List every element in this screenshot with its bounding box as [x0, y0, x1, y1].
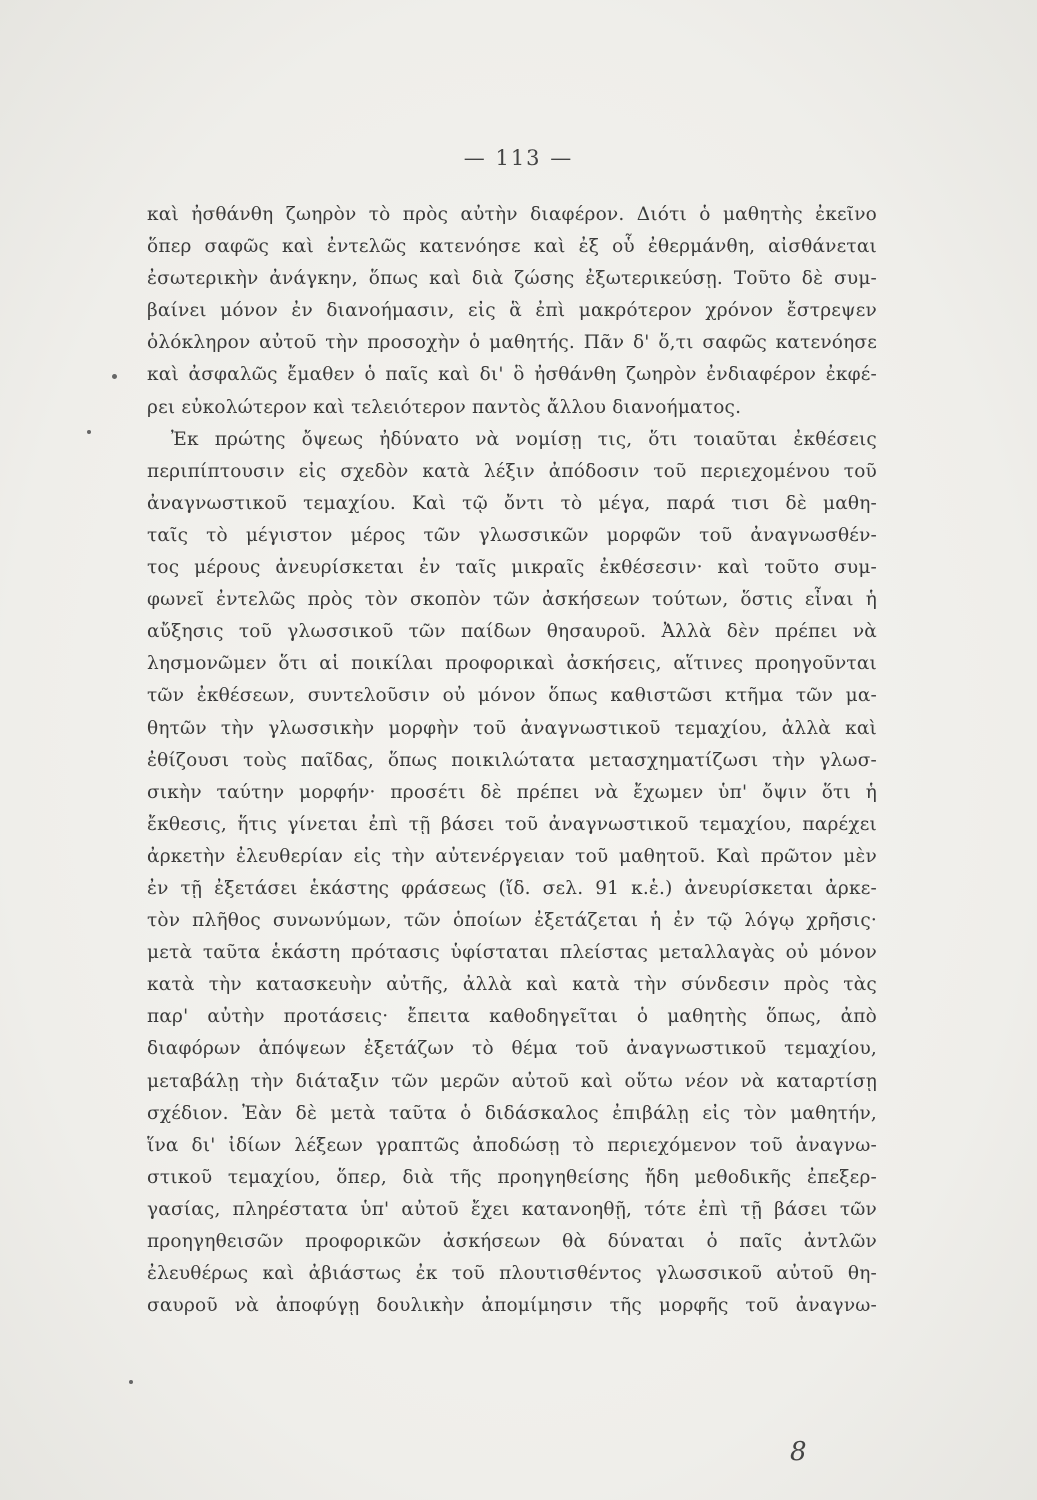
text-line: ὅπερ σαφῶς καὶ ἐντελῶς κατενόησε καὶ ἐξ οὗ ἐθερμάνθη, αἰσθάνεται — [147, 236, 877, 258]
text-line: κατὰ τὴν κατασκευὴν αὐτῆς, ἀλλὰ καὶ κατὰ τὴν σύνδεσιν πρὸς τὰς — [147, 974, 877, 996]
text-line: καὶ ἠσθάνθη ζωηρὸν τὸ πρὸς αὐτὴν διαφέρον. Διότι ὁ μαθητὴς ἐκεῖνο — [147, 204, 877, 225]
text-line: τος μέρους ἀνευρίσκεται ἐν ταῖς μικραῖς ἐκθέσεσιν· καὶ τοῦτο συμ- — [147, 557, 877, 579]
text-line: ὁλόκληρον αὐτοῦ τὴν προσοχὴν ὁ μαθητής. Πᾶν δ' ὅ,τι σαφῶς κατενόησε — [147, 332, 877, 354]
text-line: τὸν πλῆθος συνωνύμων, τῶν ὁποίων ἐξετάζεται ἡ ἐν τῷ λόγῳ χρῆσις· — [147, 910, 877, 932]
paper-speck — [87, 430, 91, 434]
text-line: θητῶν τὴν γλωσσικὴν μορφὴν τοῦ ἀναγνωστικοῦ τεμαχίου, ἀλλὰ καὶ — [147, 717, 877, 739]
text-line: ἐθίζουσι τοὺς παῖδας, ὅπως ποικιλώτατα μετασχηματίζωσι τὴν γλωσ- — [147, 749, 877, 771]
text-line: σικὴν ταύτην μορφήν· προσέτι δὲ πρέπει νὰ ἔχωμεν ὑπ' ὄψιν ὅτι ἡ — [147, 781, 877, 803]
text-line: σχέδιον. Ἐὰν δὲ μετὰ ταῦτα ὁ διδάσκαλος ἐπιβάλῃ εἰς τὸν μαθητήν, — [147, 1102, 877, 1124]
text-line: προηγηθεισῶν προφορικῶν ἀσκήσεων θὰ δύναται ὁ παῖς ἀντλῶν — [147, 1231, 877, 1252]
text-line: φωνεῖ ἐντελῶς πρὸς τὸν σκοπὸν τῶν ἀσκήσεων τούτων, ὅστις εἶναι ἡ — [147, 589, 877, 611]
paper-speck — [129, 1380, 133, 1384]
text-line: ἔκθεσις, ἥτις γίνεται ἐπὶ τῇ βάσει τοῦ ἀναγνωστικοῦ τεμαχίου, παρέχει — [147, 813, 877, 835]
text-line: διαφόρων ἀπόψεων ἐξετάζων τὸ θέμα τοῦ ἀναγνωστικοῦ τεμαχίου, — [147, 1038, 877, 1060]
text-line: γασίας, πληρέστατα ὑπ' αὐτοῦ ἔχει κατανοηθῇ, τότε ἐπὶ τῇ βάσει τῶν — [147, 1198, 877, 1220]
text-line: αὔξησις τοῦ γλωσσικοῦ τῶν παίδων θησαυροῦ. Ἀλλὰ δὲν πρέπει νὰ — [147, 621, 877, 643]
text-line: ταῖς τὸ μέγιστον μέρος τῶν γλωσσικῶν μορφῶν τοῦ ἀναγνωσθέν- — [147, 524, 877, 546]
text-line: ἐλευθέρως καὶ ἀβιάστως ἐκ τοῦ πλουτισθέντος γλωσσικοῦ αὐτοῦ θη- — [147, 1263, 877, 1285]
text-line: τῶν ἐκθέσεων, συντελοῦσιν οὐ μόνον ὅπως καθιστῶσι κτῆμα τῶν μα- — [147, 685, 877, 707]
text-line: σαυροῦ νὰ ἀποφύγῃ δουλικὴν ἀπομίμησιν τῆς μορφῆς τοῦ ἀναγνω- — [147, 1295, 877, 1317]
page-number: — 113 — — [463, 146, 574, 170]
body-text — [147, 199, 877, 1322]
text-line: μετὰ ταῦτα ἑκάστη πρότασις ὑφίσταται πλείστας μεταλλαγὰς οὐ μόνον — [147, 942, 877, 964]
text-line: μεταβάλῃ τὴν διάταξιν τῶν μερῶν αὐτοῦ καὶ οὕτω νέον νὰ καταρτίσῃ — [147, 1070, 877, 1092]
text-line: ἵνα δι' ἰδίων λέξεων γραπτῶς ἀποδώσῃ τὸ περιεχόμενον τοῦ ἀναγνω- — [147, 1134, 877, 1156]
text-line: καὶ ἀσφαλῶς ἔμαθεν ὁ παῖς καὶ δι' ὃ ἠσθάνθη ζωηρὸν ἐνδιαφέρον ἐκφέ- — [147, 364, 877, 386]
text-line: στικοῦ τεμαχίου, ὅπερ, διὰ τῆς προηγηθείσης ἤδη μεθοδικῆς ἐπεξερ- — [147, 1166, 877, 1188]
text-line: ρει εὐκολώτερον καὶ τελειότερον παντὸς ἄλλου διανοήματος. — [147, 396, 742, 418]
text-line: ἀναγνωστικοῦ τεμαχίου. Καὶ τῷ ὄντι τὸ μέγα, παρά τισι δὲ μαθη- — [147, 492, 877, 514]
paper-speck — [112, 374, 117, 379]
text-line: Ἐκ πρώτης ὄψεως ἠδύνατο νὰ νομίσῃ τις, ὅτι τοιαῦται ἐκθέσεις — [171, 428, 877, 450]
text-line: βαίνει μόνον ἐν διανοήμασιν, εἰς ἃ ἐπὶ μακρότερον χρόνον ἔστρεψεν — [147, 300, 877, 322]
text-line: ἐν τῇ ἐξετάσει ἑκάστης φράσεως (ἴδ. σελ. 91 κ.ἑ.) ἀνευρίσκεται ἀρκε- — [147, 877, 877, 899]
signature-mark: 8 — [790, 1437, 807, 1467]
text-line: περιπίπτουσιν εἰς σχεδὸν κατὰ λέξιν ἀπόδοσιν τοῦ περιεχομένου τοῦ — [147, 460, 877, 482]
text-line: λησμονῶμεν ὅτι αἱ ποικίλαι προφορικαὶ ἀσκήσεις, αἵτινες προηγοῦνται — [147, 653, 877, 675]
text-line: ἐσωτερικὴν ἀνάγκην, ὅπως καὶ διὰ ζώσης ἐξωτερικεύσῃ. Τοῦτο δὲ συμ- — [147, 268, 877, 290]
text-line: ἀρκετὴν ἐλευθερίαν εἰς τὴν αὐτενέργειαν τοῦ μαθητοῦ. Καὶ πρῶτον μὲν — [147, 845, 877, 867]
text-line: παρ' αὐτὴν προτάσεις· ἔπειτα καθοδηγεῖται ὁ μαθητὴς ὅπως, ἀπὸ — [147, 1006, 877, 1028]
